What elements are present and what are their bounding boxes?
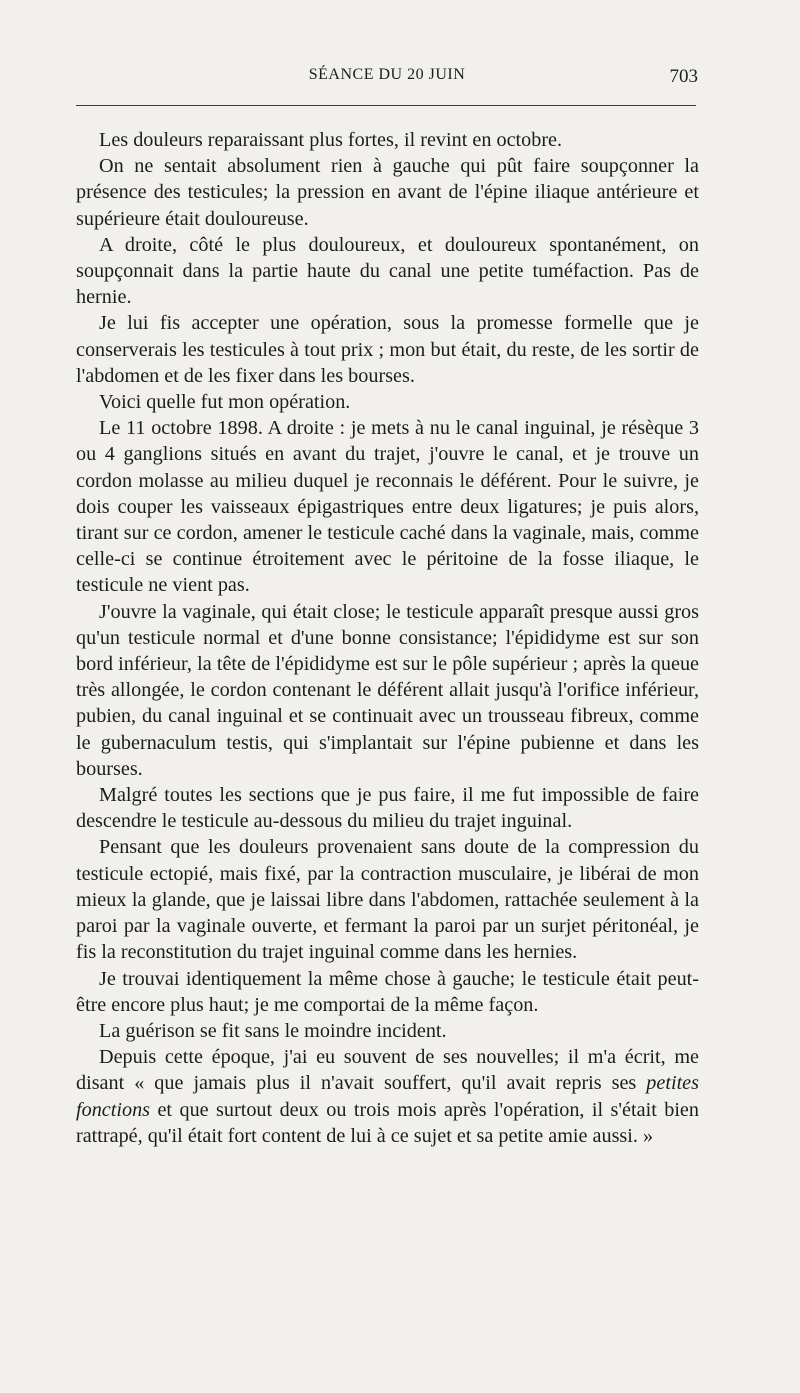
running-title: SÉANCE DU 20 JUIN [308, 66, 466, 83]
page-number: 703 [669, 66, 698, 87]
last-paragraph [76, 1044, 699, 1149]
header-rule [76, 105, 696, 106]
paragraph: J'ouvre la vaginale, qui était close; le testicule apparaît presque aussi gros qu'un testicule normal et d'une bonne consistance; l'épididyme est sur son bord inférieur, la tête de l'épididyme est sur le pôle supérieur ; après la queue très allongée, le cordon contenant le déférent allait jusqu'à l'orifice inférieur, pubien, du canal inguinal et se continuait avec un trousseau fibreux, comme le gubernaculum testis, qui s'implantait sur l'épine pubienne et dans les bourses. [76, 600, 699, 780]
paragraph: On ne sentait absolument rien à gauche qui pût faire soupçonner la présence des testicules; la pression en avant de l'épine iliaque antérieure et supérieure était douloureuse. [76, 155, 699, 230]
paragraph: La guérison se fit sans le moindre incident. [99, 1019, 447, 1042]
page-header [76, 66, 698, 92]
paragraph: Les douleurs reparaissant plus fortes, il revint en octobre. [99, 129, 563, 151]
last-paragraph-text-end: et que surtout deux ou trois mois après l'opération, il s'était bien rattrapé, qu'il était fort content de lui à ce sujet et sa petite amie aussi. » [76, 1098, 699, 1147]
paragraph: Le 11 octobre 1898. A droite : je mets à nu le canal inguinal, je résèque 3 ou 4 ganglions situés en avant du trajet, j'ouvre le canal, et je trouve un cordon molasse au milieu duquel je reconnais le déférent. Pour le suivre, je dois couper les vaisseaux épigastriques entre deux ligatures; je puis alors, tirant sur ce cordon, amener le testicule caché dans la vaginale, mais, comme celle-ci se continue étroitement avec le péritoine de la fosse iliaque, le testicule ne vient pas. [76, 417, 699, 597]
paragraph: Je lui fis accepter une opération, sous la promesse formelle que je conserverais les testicules à tout prix ; mon but était, du reste, de les sortir de l'abdomen et de les fixer dans les bourses. [76, 312, 699, 387]
body-text [76, 127, 699, 1149]
paragraph: Pensant que les douleurs provenaient sans doute de la compression du testicule ectopié, mais fixé, par la contraction musculaire, je libérai de mon mieux la glande, que je laissai libre dans l'abdomen, rattachée seulement à la paroi par la vaginale ouverte, et fermant la paroi par un surjet péritonéal, je fis la reconstitution du trajet inguinal comme dans les hernies. [76, 836, 699, 964]
paragraph: A droite, côté le plus douloureux, et douloureux spontanément, on soupçonnait dans la partie haute du canal une petite tuméfaction. Pas de hernie. [76, 233, 699, 309]
italic-phrase: petites fonctions [76, 1072, 699, 1121]
paragraph: Voici quelle fut mon opération. [99, 391, 351, 414]
paragraph: Malgré toutes les sections que je pus faire, il me fut impossible de faire descendre le testicule au-dessous du milieu du trajet inguinal. [76, 784, 699, 833]
paragraph: Je trouvai identiquement la même chose à gauche; le testicule était peut-être encore plus haut; je me comportai de la même façon. [76, 967, 699, 1016]
last-paragraph-text-start: Depuis cette époque, j'ai eu souvent de ses nouvelles; il m'a écrit, me disant « que jamais plus il n'avait souffert, qu'il avait repris ses [76, 1046, 699, 1095]
